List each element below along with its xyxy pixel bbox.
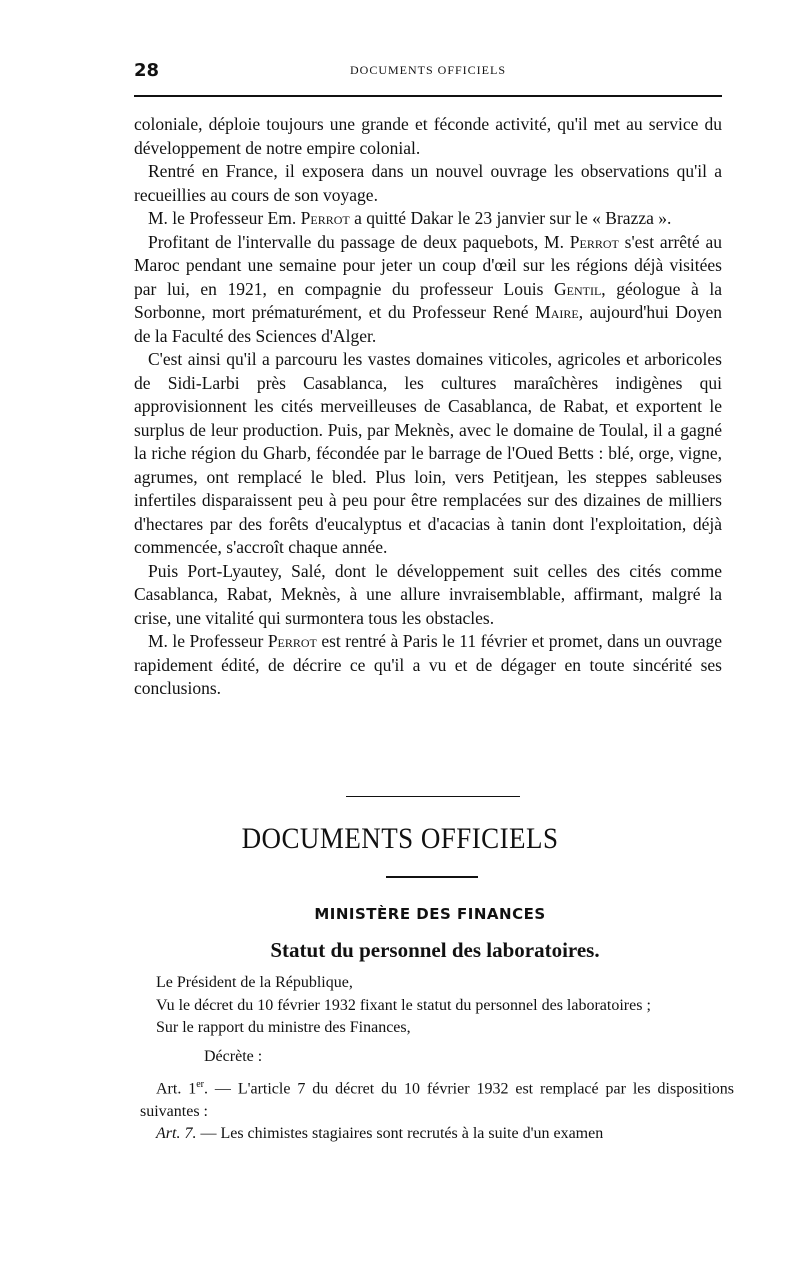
paragraph: Puis Port-Lyautey, Salé, dont le développement suit celles des cités comme Casablanca, Rabat, Meknès, à une allure invraisemblable, affirmant, malgré la crise, une vitalité qui surmontera tous les obstacles. [134,560,722,628]
decree-text [140,972,734,1146]
header-rule [134,95,722,97]
text-run: , géologue à la Sorbonne, mort prématurément, et du Professeur René [134,278,723,322]
title-underline [386,876,478,878]
section-title: DOCUMENTS OFFICIELS [241,822,559,855]
person-name: Perrot [267,631,317,651]
paragraph: C'est ainsi qu'il a parcouru les vastes domaines viticoles, agricoles et arboricoles de Sidi-Larbi près Casablanca, les cultures maraîchères indigènes qui approvisionnent les cités merveilleuses de Casablanca, de Rabat, et exportent le surplus de leur production. Puis, par Meknès, avec le domaine de Toulal, il a gagné la riche région du Gharb, fécondée par le barrage de l'Oued Betts : blé, orge, vigne, agrumes, ont remplacé le bled. Plus loin, vers Petitjean, les steppes sableuses infertiles disparaissent peu à peu pour être remplacées sur des dizaines de milliers d'hectares par des forêts d'eucalyptus et d'acacias à tanin dont l'exploitation, déjà commencée, s'accroît chaque année. [134,349,722,557]
text-run: M. le Professeur Em. [148,208,301,228]
text-run: est rentré à Paris le 11 février et promet, dans un ouvrage rapidement édité, de décrire ce qu'il a vu et de dégager en toute sincérité ses conclusions. [134,631,722,698]
person-name: Maire [535,302,579,322]
running-header [134,60,722,84]
decree-line: Vu le décret du 10 février 1932 fixant le statut du personnel des laboratoires ; [156,996,651,1014]
text-run: , aujourd'hui Doyen de la Faculté des Sciences d'Alger. [134,302,722,346]
decree-line: Sur le rapport du ministre des Finances, [156,1019,411,1036]
article-7 [140,1123,734,1146]
running-title: DOCUMENTS OFFICIELS [349,63,506,77]
section-separator [346,796,520,797]
paragraph [134,630,722,701]
article-1 [140,1074,734,1123]
decree-line: Le Président de la République, [156,974,353,991]
decrete-line: Décrète : [204,1047,263,1065]
paragraph: Rentré en France, il exposera dans un nouvel ouvrage les observations qu'il a recueillies au cours de son voyage. [134,161,722,205]
text-run: a quitté Dakar le 23 janvier sur le « Brazza ». [349,208,672,228]
paragraph: coloniale, déploie toujours une grande et féconde activité, qu'il met au service du développement de notre empire colonial. [134,114,722,158]
article-body [134,113,722,701]
paragraph [134,207,722,231]
text-run: Profitant de l'intervalle du passage de deux paquebots, M. [148,231,570,252]
text-run: s'est arrêté au Maroc pendant une semaine pour jeter un coup d'œil sur les régions déjà visitées par lui, en 1921, en compagnie du professeur Louis [134,231,722,299]
text-run: — Les chimistes stagiaires sont recrutés à la suite d'un examen [196,1125,604,1143]
article-label: Art. 7. [156,1125,197,1143]
text-run: . — L'article 7 du décret du 10 février 1932 est remplacé par les dispositions suivantes : [140,1080,734,1120]
text-run: Art. 1 [156,1080,197,1098]
person-name: Perrot [569,231,619,252]
paragraph [134,231,722,349]
person-name: Perrot [300,208,350,228]
ministry-heading: MINISTÈRE DES FINANCES [314,905,546,923]
text-run: M. le Professeur [148,631,268,651]
superscript: er [196,1079,205,1090]
statute-title: Statut du personnel des laboratoires. [270,938,600,962]
person-name: Gentil [554,278,602,299]
page-number: 28 [134,60,160,81]
